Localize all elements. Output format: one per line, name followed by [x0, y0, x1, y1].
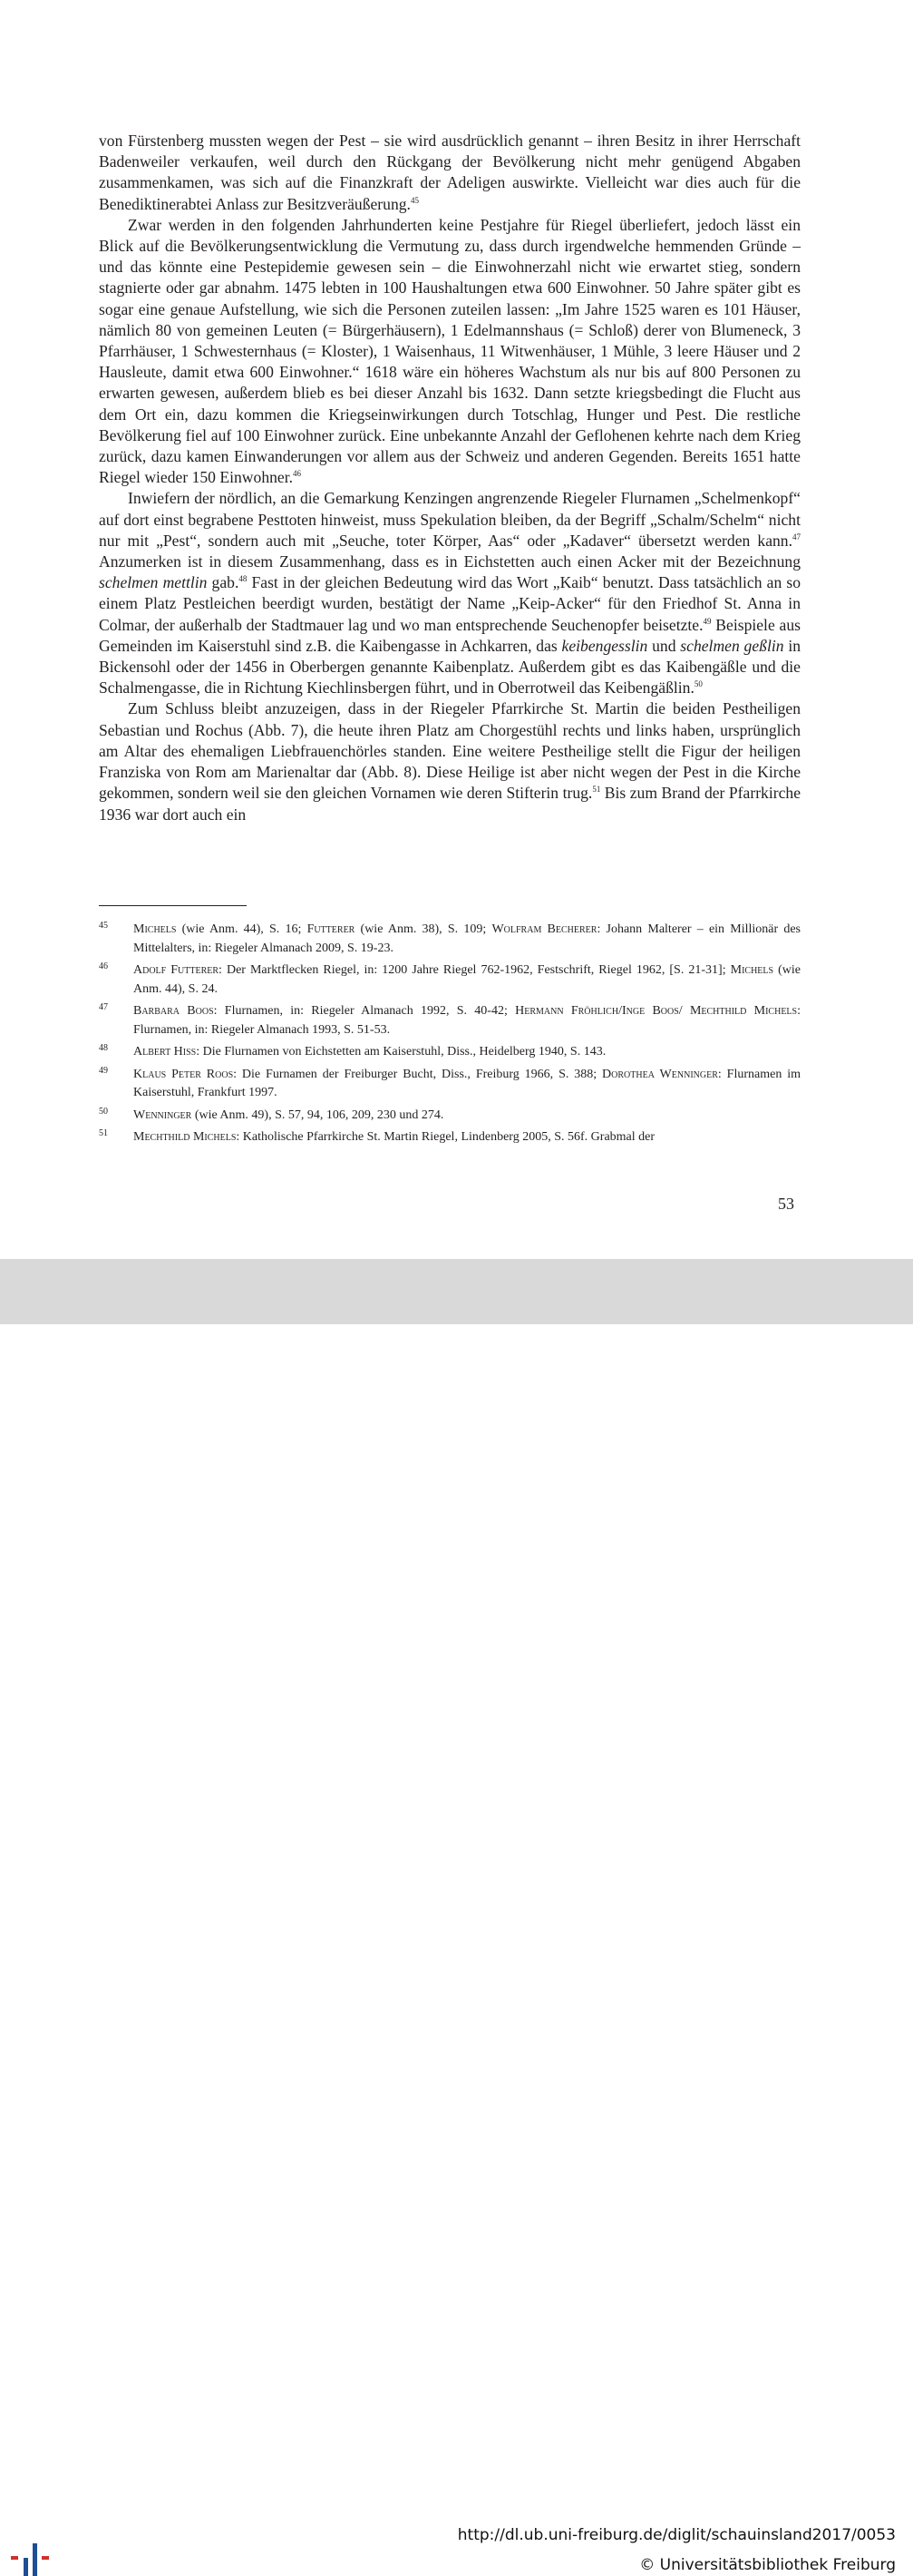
footnote-ref: 50 [694, 679, 703, 689]
paragraph: Zwar werden in den folgenden Jahrhunderten keine Pestjahre für Riegel überliefert, jedoch lässt ein Blick auf die Bevölkerungsentwicklung die Vermutung zu, dass durch irgendwelche hemmenden Gründe – und das könnte eine Pestepidemie gewesen sein – die Einwohnerzahl nicht wie erwartet stieg, sondern stagnierte oder gar abnahm. 1475 lebten in 100 Haushaltungen etwa 600 Einwohner. 50 Jahre später gibt es sogar eine genaue Aufstellung, wie sich die Personen zuteilen lassen: „Im Jahre 1525 waren es 101 Häuser, nämlich 80 von gemeinen Leuten (= Bürgerhäusern), 1 Edelmannshaus (= Schloß) derer von Blumeneck, 3 Pfarrhäuser, 1 Schwesternhaus (= Kloster), 1 Waisenhaus, 11 Witwenhäuser, 1 Mühle, 3 leere Häuser und 2 Hausleute, damit etwa 600 Einwohner.“ 1618 wäre ein höheres Wachstum als nur bis auf 800 Personen zu erwarten gewesen, außerdem blieb es bei dieser Anzahl bis 1632. Dann setzte kriegsbedingt die Flucht aus dem Ort ein, dazu kommen die Kriegseinwirkungen durch Totschlag, Hunger und Pest. Die restliche Bevölkerung fiel auf 100 Einwohner zurück. Eine unbekannte Anzahl der Geflohenen kehrte nach dem Krieg zurück, dazu kamen Einwanderungen vor allem aus der Schweiz und anderen Gegenden. Bereits 1651 hatte Riegel wieder 150 Einwohner.$^{46}$ [99, 215, 801, 487]
footnote: 49 Klaus Peter Roos: Die Furnamen der Freiburger Bucht, Diss., Freiburg 1966, S. 388; Dorothea Wenninger: Flurnamen im Kaiserstuhl, Frankfurt 1997. [99, 1066, 801, 1103]
footnote-ref: 49 [703, 616, 712, 626]
permalink-url[interactable]: http://dl.ub.uni-freiburg.de/diglit/schauinsland2017/0053 [457, 2526, 896, 2544]
footnotes [99, 921, 801, 1151]
footnote-ref: 51 [592, 785, 601, 795]
footnote-divider [99, 905, 247, 906]
ub-freiburg-logo-icon[interactable] [11, 2543, 56, 2576]
viewer-footer [0, 1259, 913, 2574]
paragraph: Inwiefern der nördlich, an die Gemarkung Kenzingen angrenzende Riegeler Flurnamen „Schelmenkopf“ auf dort einst begrabene Pesttoten hinweist, muss Spekulation bleiben, da der Begriff „Schalm/Schelm“ nicht nur mit „Pest“, sondern auch mit „Seuche, toter Körper, Aas“ oder „Kadaver“ übersetzt werden kann.$^{47}$ Anzumerken ist in diesem Zusammenhang, dass es in Eichstetten auch einen Acker mit der Bezeichnung schelmen mettlin gab.$^{48}$ Fast in der gleichen Bedeutung wird das Wort „Kaib“ benutzt. Dass tatsächlich an so einem Platz Pestleichen beerdigt wurden, bestätigt der Name „Keip-Acker“ für den Friedhof St. Anna in Colmar, der außerhalb der Stadtmauer lag und wo man entsprechende Seuchenopfer beisetzte.$^{49}$ Beispiele aus Gemeinden im Kaiserstuhl sind z.B. die Kaibengasse in Achkarren, das keibengesslin und schelmen geßlin in Bickensohl oder der 1456 in Oberbergen genannte Kaibenplatz. Außerdem gibt es das Kaibengäßle und die Schalmengasse, die in Richtung Kiechlinsbergen führt, und in Oberrotweil das Keibengäßlin.$^{50}$ [99, 489, 801, 698]
footnote-number: 47 [99, 1002, 108, 1012]
footnote-ref: 48 [238, 574, 248, 584]
footnote-number: 50 [99, 1106, 108, 1117]
footnote-number: 49 [99, 1065, 108, 1076]
body-text [99, 131, 801, 825]
footnote-number: 45 [99, 921, 108, 931]
paragraph: von Fürstenberg mussten wegen der Pest – sie wird ausdrücklich genannt – ihren Besitz in ihrer Herrschaft Badenweiler verkaufen, weil durch den Rückgang der Bevölkerung nicht mehr genügend Abgaben zusammenkamen, was sich auf die Finanzkraft der Adeligen auswirkte. Vielleicht war dies auch für die Benediktinerabtei Anlass zur Besitzveräußerung.$^{45}$ [99, 132, 801, 213]
paragraph: Zum Schluss bleibt anzuzeigen, dass in der Riegeler Pfarrkirche St. Martin die beiden Pestheiligen Sebastian und Rochus (Abb. 7), die heute ihren Platz am Chorgestühl rechts und links haben, ursprünglich am Altar des ehemaligen Liebfrauenchörles standen. Eine weitere Pestheilige stellt die Figur der heiligen Franziska von Rom am Marienaltar dar (Abb. 8). Diese Heilige ist aber nicht wegen der Pest in die Kirche gekommen, sondern weil sie den gleichen Vornamen wie deren Stifterin trug.$^{51}$ Bis zum Brand der Pfarrkirche 1936 war dort auch ein [99, 699, 801, 824]
footnote-number: 51 [99, 1128, 108, 1138]
document-page [0, 0, 913, 1259]
footnote: 47 Barbara Boos: Flurnamen, in: Riegeler Almanach 1992, S. 40-42; Hermann Fröhlich/Inge Boos/ Mechthild Michels: Flurnamen, in: Riegeler Almanach 1993, S. 51-53. [99, 1002, 801, 1039]
footnote: 45 Michels (wie Anm. 44), S. 16; Futterer (wie Anm. 38), S. 109; Wolfram Becherer: Johann Malterer – ein Millionär des Mittelalters, in: Riegeler Almanach 2009, S. 19-23. [99, 921, 801, 958]
footnote-ref: 46 [293, 469, 302, 479]
footnote: 48 Albert Hiss: Die Flurnamen von Eichstetten am Kaiserstuhl, Diss., Heidelberg 1940, S. 143. [99, 1043, 801, 1062]
footnote-number: 48 [99, 1043, 108, 1053]
page-number: 53 [778, 1195, 794, 1213]
footnote-number: 46 [99, 961, 108, 971]
footnote: 46 Adolf Futterer: Der Marktflecken Riegel, in: 1200 Jahre Riegel 762-1962, Festschrift, Riegel 1962, [S. 21-31]; Michels (wie Anm. 44), S. 24. [99, 961, 801, 999]
footnote-ref: 45 [410, 195, 419, 205]
footnote: 50 Wenninger (wie Anm. 49), S. 57, 94, 106, 209, 230 und 274. [99, 1107, 801, 1126]
footnote: 51 Mechthild Michels: Katholische Pfarrkirche St. Martin Riegel, Lindenberg 2005, S. 56f. Grabmal der [99, 1128, 801, 1147]
copyright-text: © Universitätsbibliothek Freiburg [639, 2556, 896, 2574]
footnote-ref: 47 [792, 532, 801, 542]
